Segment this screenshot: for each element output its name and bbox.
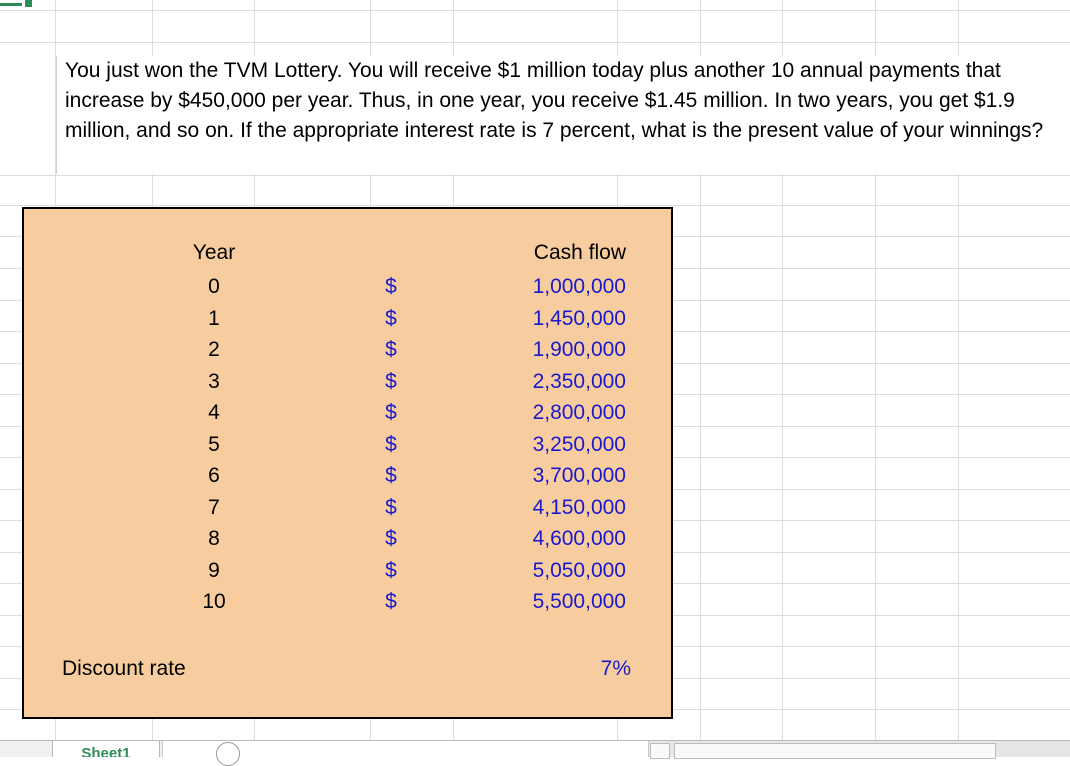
cash-flow-box	[22, 207, 673, 719]
year-cell[interactable]: 2	[208, 338, 220, 361]
cash-flow-column	[494, 271, 626, 618]
cash-flow-cell[interactable]: 4,600,000	[532, 527, 626, 550]
year-column	[184, 271, 244, 618]
cash-flow-cell[interactable]: 1,450,000	[532, 306, 626, 330]
year-cell[interactable]: 7	[208, 495, 220, 519]
scroll-thumb[interactable]	[674, 743, 996, 759]
currency-symbol-cell[interactable]: $	[385, 432, 397, 456]
currency-column	[376, 271, 406, 618]
discount-rate-value[interactable]: 7%	[600, 657, 631, 680]
cash-flow-cell[interactable]: 2,800,000	[532, 401, 626, 424]
sheet-tab-bar	[0, 740, 1070, 757]
cashflow-header[interactable]: Cash flow	[533, 241, 626, 264]
cash-flow-cell[interactable]: 3,700,000	[532, 464, 626, 487]
year-cell[interactable]: 1	[208, 306, 220, 330]
year-cell[interactable]: 8	[208, 527, 220, 550]
currency-symbol-cell[interactable]: $	[385, 495, 397, 519]
sheet-tab-sheet1[interactable]: Sheet1	[52, 741, 160, 757]
problem-statement[interactable]: You just won the TVM Lottery. You will receive $1 million today plus another 10 annual payments that increase by $450,000 per year. Thus, in one year, you receive $1.45 million. In two years, you get $1.9 million, and so on. If the appropriate interest rate is 7 percent, what is the present value of your winnings?	[56, 56, 1050, 174]
discount-rate-label[interactable]: Discount rate	[62, 657, 186, 680]
cash-flow-cell[interactable]: 4,150,000	[532, 495, 626, 519]
currency-symbol-cell[interactable]: $	[385, 275, 397, 298]
year-header[interactable]: Year	[192, 241, 236, 264]
cash-flow-cell[interactable]: 1,900,000	[532, 338, 626, 361]
year-cell[interactable]: 9	[208, 558, 220, 582]
cash-flow-cell[interactable]: 2,350,000	[532, 369, 626, 393]
year-cell[interactable]: 10	[202, 590, 226, 613]
currency-symbol-cell[interactable]: $	[385, 369, 397, 393]
cash-flow-cell[interactable]: 1,000,000	[532, 275, 626, 298]
scroll-left-button[interactable]	[650, 743, 670, 759]
year-cell[interactable]: 4	[208, 401, 220, 424]
year-cell[interactable]: 0	[208, 275, 220, 298]
add-sheet-icon[interactable]	[216, 742, 240, 766]
currency-symbol-cell[interactable]: $	[385, 464, 397, 487]
cash-flow-cell[interactable]: 5,500,000	[532, 590, 626, 613]
currency-symbol-cell[interactable]: $	[385, 401, 397, 424]
year-cell[interactable]: 3	[208, 369, 220, 393]
year-cell[interactable]: 6	[208, 464, 220, 487]
select-all-corner[interactable]	[0, 0, 34, 8]
cash-flow-cell[interactable]: 5,050,000	[532, 558, 626, 582]
currency-symbol-cell[interactable]: $	[385, 338, 397, 361]
currency-symbol-cell[interactable]: $	[385, 527, 397, 550]
currency-symbol-cell[interactable]: $	[385, 306, 397, 330]
cash-flow-cell[interactable]: 3,250,000	[532, 432, 626, 456]
year-cell[interactable]: 5	[208, 432, 220, 456]
currency-symbol-cell[interactable]: $	[385, 558, 397, 582]
currency-symbol-cell[interactable]: $	[385, 590, 397, 613]
